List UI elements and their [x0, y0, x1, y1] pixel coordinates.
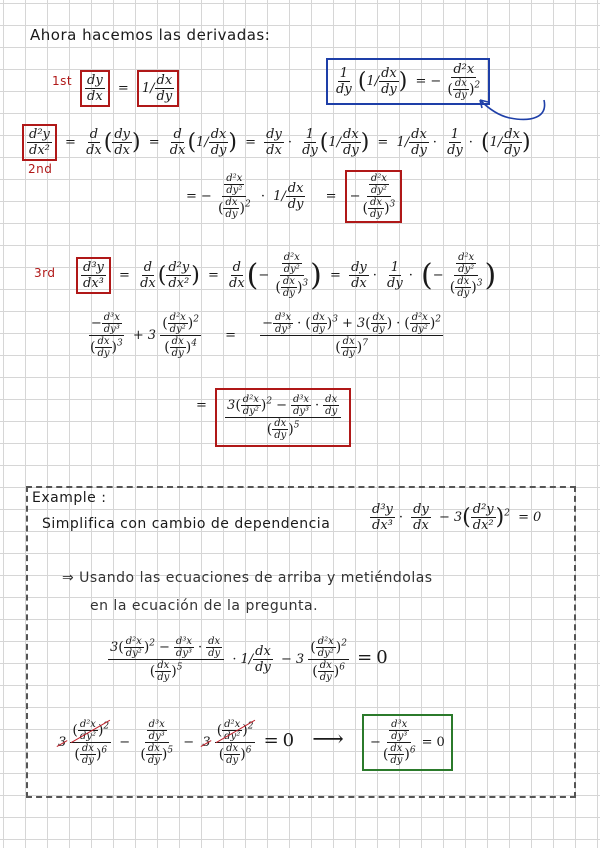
dy-dx-boxed: $\frac{dy}{dx}$	[80, 70, 110, 107]
second-derivative-line1: $\frac{\text{d²y}}{\text{dx²}}$ = $\frac{d}{dx}$ ( $\frac{dy}{dx}$ ) = $\frac{d}{dx}$ (1/ $\frac{dx}{dy}$ ) = $\frac{dy}{dx}$ · $\frac{1}{dy}$ (1/ $\frac{dx}{dy}$ ) = 1/ $\frac{dx}{dy}$ · $\frac{1}{dy}$ · (1/ $\frac{dx}{dy}$ )	[22, 124, 531, 161]
right-arrow-icon: ⟶	[312, 727, 344, 752]
third-result-box: 3( $\frac{\text{d²x}}{\text{dy²}}$ )$^2$ − $\frac{\text{d³x}}{\text{dy³}}$ · $\frac{dx}{dy}$ ( $\frac{dx}{dy}$ )$^5$	[215, 388, 351, 447]
third-label: 3rd	[34, 266, 56, 280]
third-derivative-result: = 3( $\frac{\text{d²x}}{\text{dy²}}$ )$^2$ − $\frac{\text{d³x}}{\text{dy³}}$ · $\frac{dx}{dy}$ ( $\frac{dx}{dy}$ )$^5$	[192, 388, 351, 447]
second-label: 2nd	[28, 162, 53, 176]
second-result-box: − $\frac{\text{d²x}}{\text{dy²}}$ ( $\frac{dx}{dy}$ )$^3$	[345, 170, 403, 223]
example-label: Example :	[32, 490, 107, 506]
chain-rule-box: $\frac{1}{dy}$ (1/ $\frac{dx}{dy}$ ) = − d²x ( $\frac{dx}{dy}$ )$^2$	[326, 58, 490, 105]
example-step-line2: en la ecuación de la pregunta.	[90, 598, 319, 614]
third-derivative-line1: $\frac{\text{d³y}}{\text{dx³}}$ = $\frac{d}{dx}$ ( $\frac{\text{d²y}}{\text{dx²}}$ ) = $\frac{d}{dx}$ (− $\frac{\text{d²x}}{\text{dy²}}$ ( $\frac{dx}{dy}$ )$^3$ ) = $\frac{dy}{dx}$ · $\frac{1}{dy}$ · (− $\frac{\text{d²x}}{\text{dy²}}$ ( $\frac{dx}{dy}$ )$^3$ )	[76, 252, 496, 299]
second-derivative-line2: = − $\frac{\text{d²x}}{\text{dy²}}$ ( $\frac{dx}{dy}$ )$^2$ · 1/ $\frac{dx}{dy}$ = − $\frac{\text{d²x}}{\text{dy²}}$ ( $\frac{dx}{dy}$ )$^3$	[182, 170, 402, 223]
example-step-line1: ⇒ Usando las ecuaciones de arriba y metiéndolas	[62, 570, 433, 586]
final-result-box: − $\frac{\text{d³x}}{\text{dy³}}$ ( $\frac{dx}{dy}$ )$^6$ = 0	[362, 714, 453, 771]
example-equation: $\frac{\text{d³y}}{\text{dx³}}$ · $\frac{dy}{dx}$ − 3( $\frac{\text{d²y}}{\text{dx²}}$ )$^2$ = 0	[372, 502, 542, 533]
heading: Ahora hacemos las derivadas:	[30, 26, 271, 44]
third-derivative-line2: − $\frac{\text{d³x}}{\text{dy³}}$ ( $\frac{dx}{dy}$ )$^3$ + 3 ( $\frac{\text{d²x}}{\text{dy²}}$ )$^2$ ( $\frac{dx}{dy}$ )$^4$ = − $\frac{\text{d³x}}{\text{dy³}}$ · ( $\frac{dx}{dy}$ )$^3$ + 3( $\frac{dx}{dy}$ ) · ( $\frac{\text{d²x}}{\text{dy²}}$ )$^2$ ( $\frac{dx}{dy}$ )$^7$	[90, 312, 442, 359]
substitution-line: 3( $\frac{\text{d²x}}{\text{dy²}}$ )$^2$ − $\frac{\text{d³x}}{\text{dy³}}$ · $\frac{dx}{dy}$ ( $\frac{dx}{dy}$ )$^5$ · 1/ $\frac{dx}{dy}$ − 3 ( $\frac{\text{d²x}}{\text{dy²}}$ )$^2$ ( $\frac{dx}{dy}$ )$^6$ = 0	[110, 636, 388, 683]
reciprocal-boxed: 1/ $\frac{dx}{dy}$	[137, 70, 179, 107]
cancellation-line: 3 ( $\frac{\text{d²x}}{\text{dy²}}$ )$^2$ ( $\frac{dx}{dy}$ )$^6$ − $\frac{\text{d³x}}{\text{dy³}}$ ( $\frac{dx}{dy}$ )$^5$ − 3 ( $\frac{\text{d²x}}{\text{dy²}}$ )$^2$ ( $\frac{dx}{dy}$ )$^6$ = 0 ⟶ − $\frac{\text{d³x}}{\text{dy³}}$ ( $\frac{dx}{dy}$ )$^6$ = 0	[58, 714, 453, 771]
first-label: 1st	[52, 74, 73, 88]
first-derivative: $\frac{dy}{dx}$ = 1/ $\frac{dx}{dy}$	[80, 70, 179, 107]
example-prompt: Simplifica con cambio de dependencia	[42, 516, 331, 532]
